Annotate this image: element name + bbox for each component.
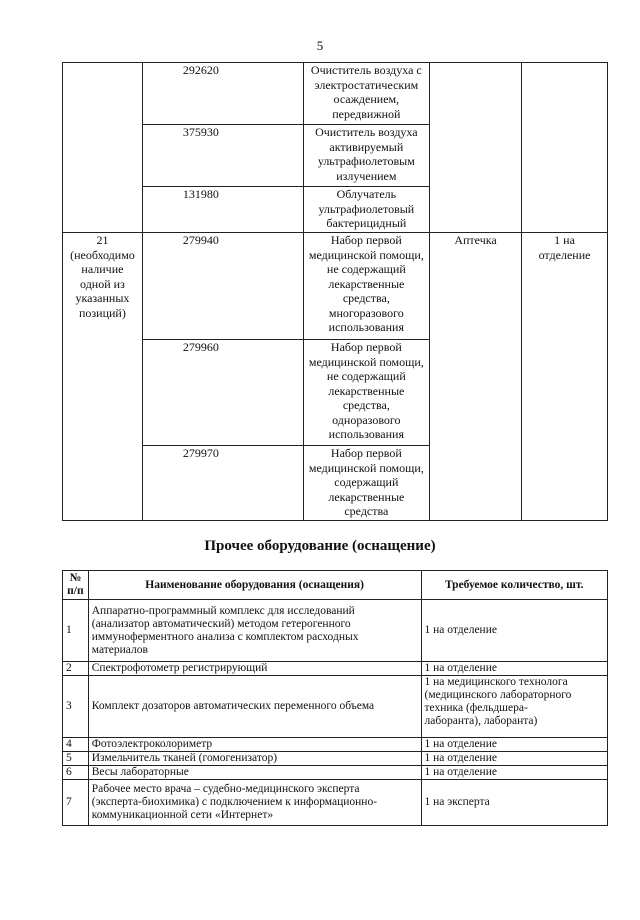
row-name: Измельчитель тканей (гомогенизатор): [88, 752, 421, 766]
row-name: Весы лабораторные: [88, 766, 421, 780]
section-title: Прочее оборудование (оснащение): [204, 538, 436, 554]
row-number: 4: [63, 738, 89, 752]
code-cell: 131980: [142, 187, 303, 233]
table-row: [63, 233, 608, 340]
quantity-cell: 1 на отделение: [522, 233, 608, 521]
table-row: [63, 600, 608, 662]
category-cell: [430, 63, 522, 233]
row-name: Спектрофотометр регистрирующий: [88, 662, 421, 676]
table-row: [63, 780, 608, 826]
row-quantity: 1 на отделение: [421, 766, 607, 780]
item-number-cell: [63, 63, 143, 233]
row-quantity: 1 на отделение: [421, 662, 607, 676]
code-cell: 279970: [142, 446, 303, 521]
row-quantity: 1 на эксперта: [421, 780, 607, 826]
name-cell: Набор первой медицинской помощи, не содержащий лекарственные средства, многоразового использования: [303, 233, 429, 340]
code-cell: 375930: [142, 125, 303, 187]
row-name: Комплект дозаторов автоматических переменного объема: [88, 676, 421, 738]
row-name: Фотоэлектроколориметр: [88, 738, 421, 752]
table-header-row: [63, 571, 608, 600]
row-name: Аппаратно-программный комплекс для исследований (анализатор автоматический) методом гетерогенного иммуноферментного анализа с комплектом расходных материалов: [88, 600, 421, 662]
row-quantity: 1 на отделение: [421, 738, 607, 752]
name-cell: Очиститель воздуха активируемый ультрафиолетовым излучением: [303, 125, 429, 187]
name-cell: Очиститель воздуха с электростатическим осаждением, передвижной: [303, 63, 429, 125]
table-row: [63, 766, 608, 780]
row-number: 1: [63, 600, 89, 662]
row-name: Рабочее место врача – судебно-медицинского эксперта (эксперта-биохимика) с подключением к информационно- коммуникационной сети «Интернет»: [88, 780, 421, 826]
code-cell: 279940: [142, 233, 303, 340]
name-cell: Набор первой медицинской помощи, содержащий лекарственные средства: [303, 446, 429, 521]
row-quantity: 1 на отделение: [421, 752, 607, 766]
row-quantity: 1 на отделение: [421, 600, 607, 662]
row-quantity: 1 на медицинского технолога (медицинского лабораторного техника (фельдшера- лаборанта), лаборанта): [421, 676, 607, 738]
row-number: 3: [63, 676, 89, 738]
quantity-cell: [522, 63, 608, 233]
header-quantity: Требуемое количество, шт.: [421, 571, 607, 600]
other-equipment-table: [62, 570, 608, 826]
item-number-cell: 21 (необходимо наличие одной из указанных позиций): [63, 233, 143, 521]
name-cell: Облучатель ультрафиолетовый бактерицидный: [303, 187, 429, 233]
table-row: [63, 738, 608, 752]
table-row: [63, 752, 608, 766]
code-cell: 292620: [142, 63, 303, 125]
code-cell: 279960: [142, 340, 303, 446]
page-number: 5: [316, 38, 324, 53]
row-number: 5: [63, 752, 89, 766]
name-cell: Набор первой медицинской помощи, не содержащий лекарственные средства, одноразового использования: [303, 340, 429, 446]
header-name: Наименование оборудования (оснащения): [88, 571, 421, 600]
table-row: [63, 662, 608, 676]
header-number: № п/п: [63, 571, 89, 600]
row-number: 2: [63, 662, 89, 676]
table-row: [63, 676, 608, 738]
row-number: 6: [63, 766, 89, 780]
table-row: [63, 63, 608, 125]
category-cell: Аптечка: [430, 233, 522, 521]
equipment-table-continued: [62, 62, 608, 521]
row-number: 7: [63, 780, 89, 826]
